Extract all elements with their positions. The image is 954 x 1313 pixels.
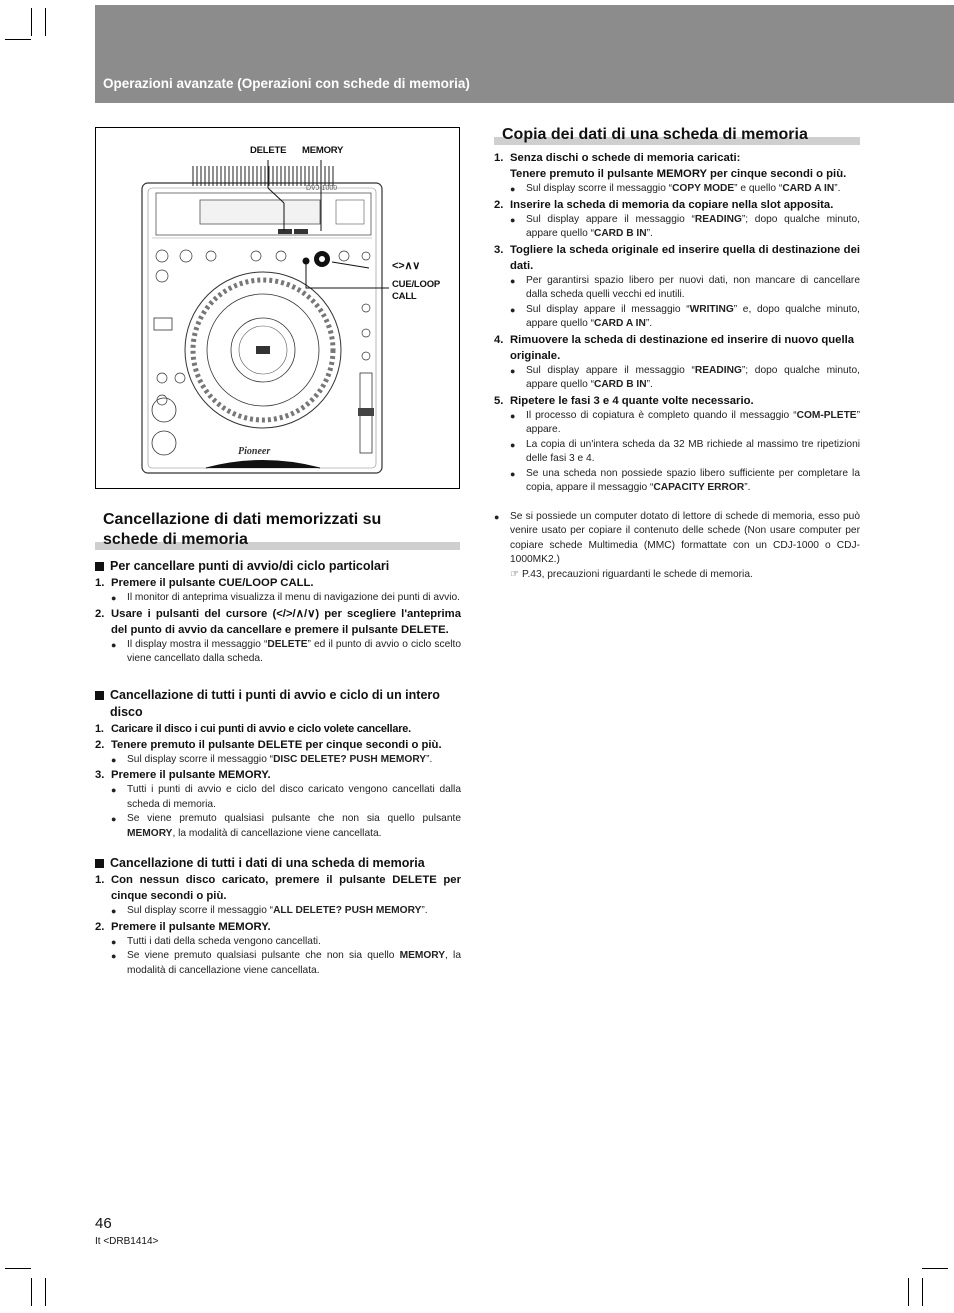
crop-mark — [908, 1278, 909, 1306]
step: 2. Premere il pulsante MEMORY. — [95, 920, 271, 933]
cueloop-label-line1: CUE/LOOP — [392, 279, 441, 290]
step: 4. Rimuovere la scheda di destinazione ed inserire di nuovo quella originale. — [494, 333, 855, 362]
dvj-player-illustration — [96, 128, 459, 488]
crop-mark — [5, 1268, 31, 1269]
note-paragraph: ● Se si possiede un computer dotato di lettore di schede di memoria, esso può venire usato per copiare il contenuto delle schede (Non usare computer per copiare schede Multimedia (MMC) formattate con un CDJ-1000 o CDJ-1000MK2.) ☞ P.43, precauzioni riguardanti le schede di memoria. — [494, 510, 860, 580]
step: 1. Premere il pulsante CUE/LOOP CALL. — [95, 577, 314, 589]
bullet: ● Sul display appare il messaggio “WRITING” e, dopo qualche minuto, appare quello “CARD A IN”. — [510, 303, 861, 329]
bullet: ● Sul display scorre il messaggio “ALL DELETE? PUSH MEMORY”. — [111, 905, 428, 916]
right-section-title: Copia dei dati di una scheda di memoria — [502, 126, 808, 143]
bullet: ● Il display mostra il messaggio “DELETE” ed il punto di avvio o ciclo scelto viene cancellato dalla scheda. — [111, 638, 461, 664]
cueloop-label-line2: CALL — [392, 291, 417, 302]
left-section-title — [103, 510, 381, 550]
crop-mark — [31, 8, 32, 36]
bullet: ● La copia di un'intera scheda da 32 MB richiede al massimo tre ripetizioni delle fasi 3 e 4. — [510, 438, 860, 464]
crop-mark — [922, 1268, 948, 1269]
delete-callout-label: DELETE — [250, 145, 287, 156]
bullet: ● Se viene premuto qualsiasi pulsante che non sia quello MEMORY, la modalità di cancellazione viene cancellata. — [111, 950, 461, 976]
square-bullet-icon — [95, 859, 104, 868]
bullet: ● Tutti i dati della scheda vengono cancellati. — [111, 935, 321, 947]
step: 1. Con nessun disco caricato, premere il pulsante DELETE per cinque secondi o più. — [95, 874, 461, 902]
left-title-line1: Cancellazione di dati memorizzati su — [103, 511, 382, 528]
document-code: It <DRB1414> — [95, 1236, 159, 1247]
crop-mark — [5, 39, 31, 40]
step: 5. Ripetere le fasi 3 e 4 quante volte necessario. — [494, 394, 754, 407]
step: 2. Tenere premuto il pulsante DELETE per cinque secondi o più. — [95, 738, 442, 751]
device-brand-logo: Pioneer — [238, 446, 271, 457]
left-title-line2: schede di memoria — [103, 531, 248, 548]
bullet: ● Se una scheda non possiede spazio libero sufficiente per completare la copia, appare il messaggio “CAPACITY ERROR”. — [510, 467, 860, 493]
crop-mark — [31, 1278, 32, 1306]
section-header-title: Operazioni avanzate (Operazioni con schede di memoria) — [103, 76, 470, 91]
step: 3. Premere il pulsante MEMORY. — [95, 769, 271, 781]
bullet: ● Tutti i punti di avvio e ciclo del disco caricato vengono cancellati dalla scheda di memoria. — [111, 784, 461, 810]
page-reference: ☞ P.43, precauzioni riguardanti le schede di memoria. — [510, 568, 753, 580]
bullet: ● Il processo di copiatura è completo quando il messaggio “COM-PLETE” appare. — [510, 409, 860, 435]
step: 2. Usare i pulsanti del cursore (</>/∧/∨) per scegliere l'anteprima del punto di avvio da cancellare e premere il pulsante DELETE. — [95, 607, 461, 636]
bullet: ● Sul display scorre il messaggio “COPY MODE” e quello “CARD A IN”. — [510, 183, 841, 194]
crop-mark — [45, 8, 46, 36]
step: 2. Inserire la scheda di memoria da copiare nella slot apposita. — [494, 198, 834, 211]
bullet: ● Sul display appare il messaggio “READING”; dopo qualche minuto, appare quello “CARD B IN”. — [510, 213, 860, 239]
crop-mark — [45, 1278, 46, 1306]
bullet: ● Se viene premuto qualsiasi pulsante che non sia quello pulsante MEMORY, la modalità di cancellazione viene cancellata. — [111, 813, 461, 839]
cursor-buttons-callout-label: <>∧∨ — [392, 260, 421, 272]
memory-callout-label: MEMORY — [302, 145, 344, 156]
device-figure — [95, 127, 460, 489]
step: 1. Caricare il disco i cui punti di avvio e ciclo volete cancellare. — [95, 722, 411, 735]
crop-mark — [922, 1278, 923, 1306]
bullet: ● Il monitor di anteprima visualizza il menu di navigazione dei punti di avvio. — [111, 592, 460, 603]
square-bullet-icon — [95, 691, 104, 700]
bullet: ● Sul display scorre il messaggio “DISC DELETE? PUSH MEMORY”. — [111, 753, 433, 765]
device-model-label: DVJ-1000 — [306, 185, 338, 192]
subsection-heading: Cancellazione di tutti i punti di avvio e ciclo di un intero disco — [95, 687, 461, 721]
step: 1. Senza dischi o schede di memoria caricati: Tenere premuto il pulsante MEMORY per cinque secondi o più. — [494, 152, 847, 180]
page-number: 46 — [95, 1215, 112, 1232]
cueloop-callout-label — [392, 279, 440, 303]
subsection-heading: Per cancellare punti di avvio/di ciclo particolari — [95, 558, 461, 575]
section-header-band — [95, 5, 954, 103]
square-bullet-icon — [95, 562, 104, 571]
step: 3. Togliere la scheda originale ed inserire quella di destinazione dei dati. — [494, 243, 860, 272]
right-column — [494, 150, 860, 582]
bullet: ● Per garantirsi spazio libero per nuovi dati, non mancare di cancellare dalla scheda quelli vecchi ed inutili. — [510, 274, 860, 300]
left-column — [95, 558, 461, 978]
bullet: ● Sul display appare il messaggio “READING”; dopo qualche minuto, appare quello “CARD B IN”. — [510, 364, 860, 390]
subsection-heading: Cancellazione di tutti i dati di una scheda di memoria — [95, 855, 461, 872]
